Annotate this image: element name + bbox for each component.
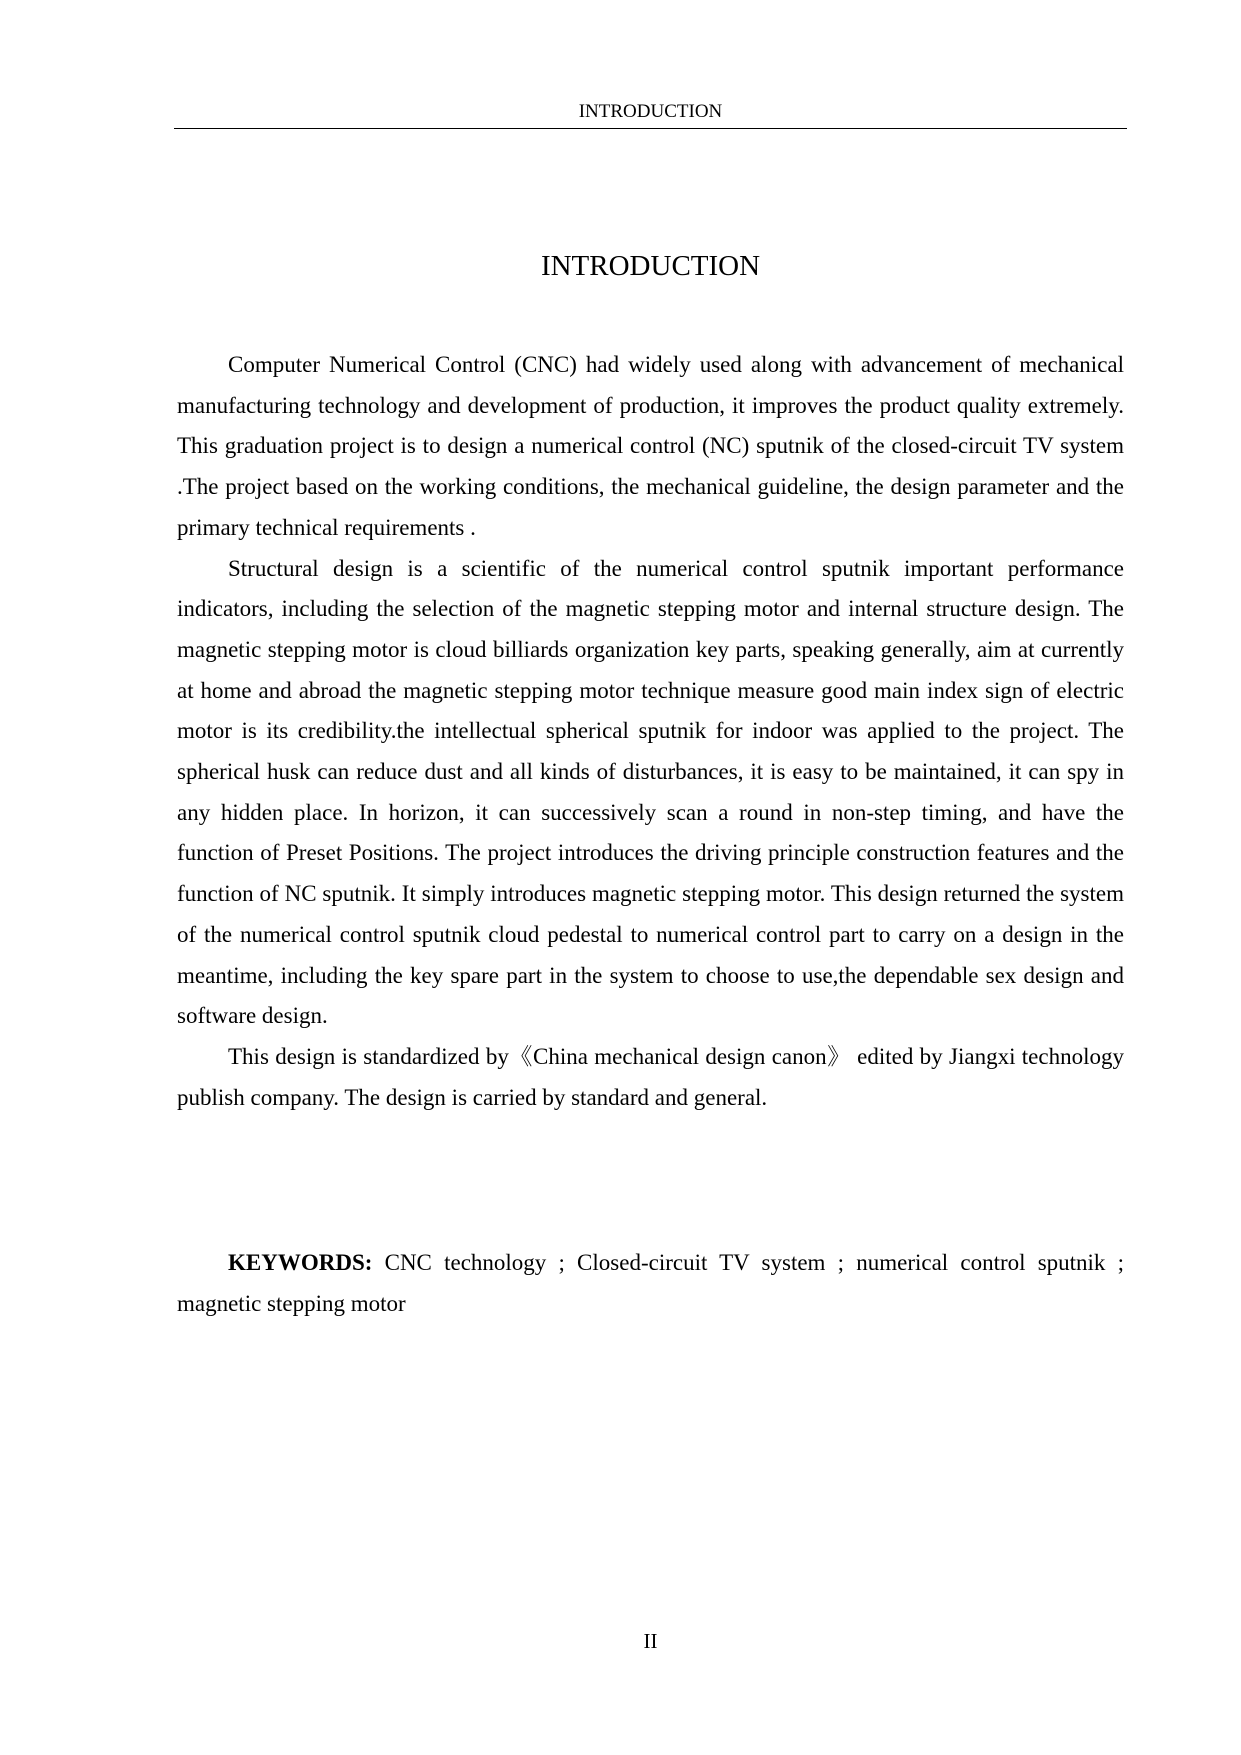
body-text: [177, 345, 1124, 1118]
paragraph-1: Computer Numerical Control (CNC) had widely used along with advancement of mechanical manufacturing technology and development of production, it improves the product quality extremely. This graduation project is to design a numerical control (NC) sputnik of the closed-circuit TV system .The project based on the working conditions, the mechanical guideline, the design parameter and the primary technical requirements .: [177, 352, 1124, 540]
keywords-label: KEYWORDS:: [228, 1250, 373, 1275]
keywords-text: CNC technology ; Closed-circuit TV system ; numerical control sputnik ; magnetic stepping motor: [177, 1250, 1125, 1316]
page-number: II: [643, 1629, 658, 1653]
keywords-line: [177, 1243, 1124, 1324]
running-header: INTRODUCTION: [578, 101, 723, 122]
section-title: INTRODUCTION: [540, 250, 761, 282]
paragraph-2: Structural design is a scientific of the numerical control sputnik important performance indicators, including the selection of the magnetic stepping motor and internal structure design. The magnetic stepping motor is cloud billiards organization key parts, speaking generally, aim at currently at home and abroad the magnetic stepping motor technique measure good main index sign of electric motor is its credibility.the intellectual spherical sputnik for indoor was applied to the project. The spherical husk can reduce dust and all kinds of disturbances, it is easy to be maintained, it can spy in any hidden place. In horizon, it can successively scan a round in non-step timing, and have the function of Preset Positions. The project introduces the driving principle construction features and the function of NC sputnik. It simply introduces magnetic stepping motor. This design returned the system of the numerical control sputnik cloud pedestal to numerical control part to carry on a design in the meantime, including the key spare part in the system to choose to use,the dependable sex design and software design.: [177, 555, 1124, 1029]
paragraph-3: This design is standardized by《China mechanical design canon》 edited by Jiangxi technology publish company. The design is carried by standard and general.: [177, 1043, 1124, 1110]
header-divider: [174, 128, 1127, 129]
